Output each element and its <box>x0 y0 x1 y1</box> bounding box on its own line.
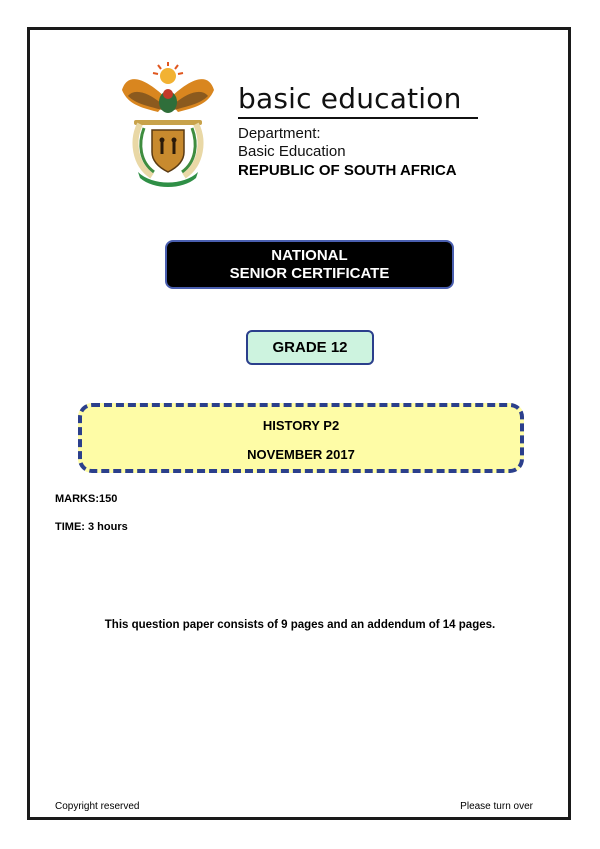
department-name: Basic Education <box>238 143 346 160</box>
brand-block <box>238 83 478 180</box>
time-label: TIME: 3 hours <box>55 521 128 533</box>
brand-title: basic education <box>238 82 462 115</box>
certificate-line-1: NATIONAL <box>271 246 348 264</box>
marks-label: MARKS:150 <box>55 493 118 505</box>
department-label: Department: <box>238 125 321 142</box>
certificate-banner <box>165 240 454 289</box>
country-name: REPUBLIC OF SOUTH AFRICA <box>238 162 457 179</box>
brand-divider <box>238 117 478 119</box>
subject-name: HISTORY P2 <box>262 418 340 433</box>
subject-box <box>78 403 524 473</box>
footer-turn-over: Please turn over <box>460 801 533 812</box>
footer-copyright: Copyright reserved <box>55 801 140 812</box>
coat-of-arms-icon <box>118 60 218 188</box>
certificate-line-2: SENIOR CERTIFICATE <box>229 264 390 282</box>
exam-session: NOVEMBER 2017 <box>247 447 355 462</box>
grade-badge: GRADE 12 <box>246 330 374 365</box>
page-count-note: This question paper consists of 9 pages and an addendum of 14 pages. <box>104 619 496 631</box>
